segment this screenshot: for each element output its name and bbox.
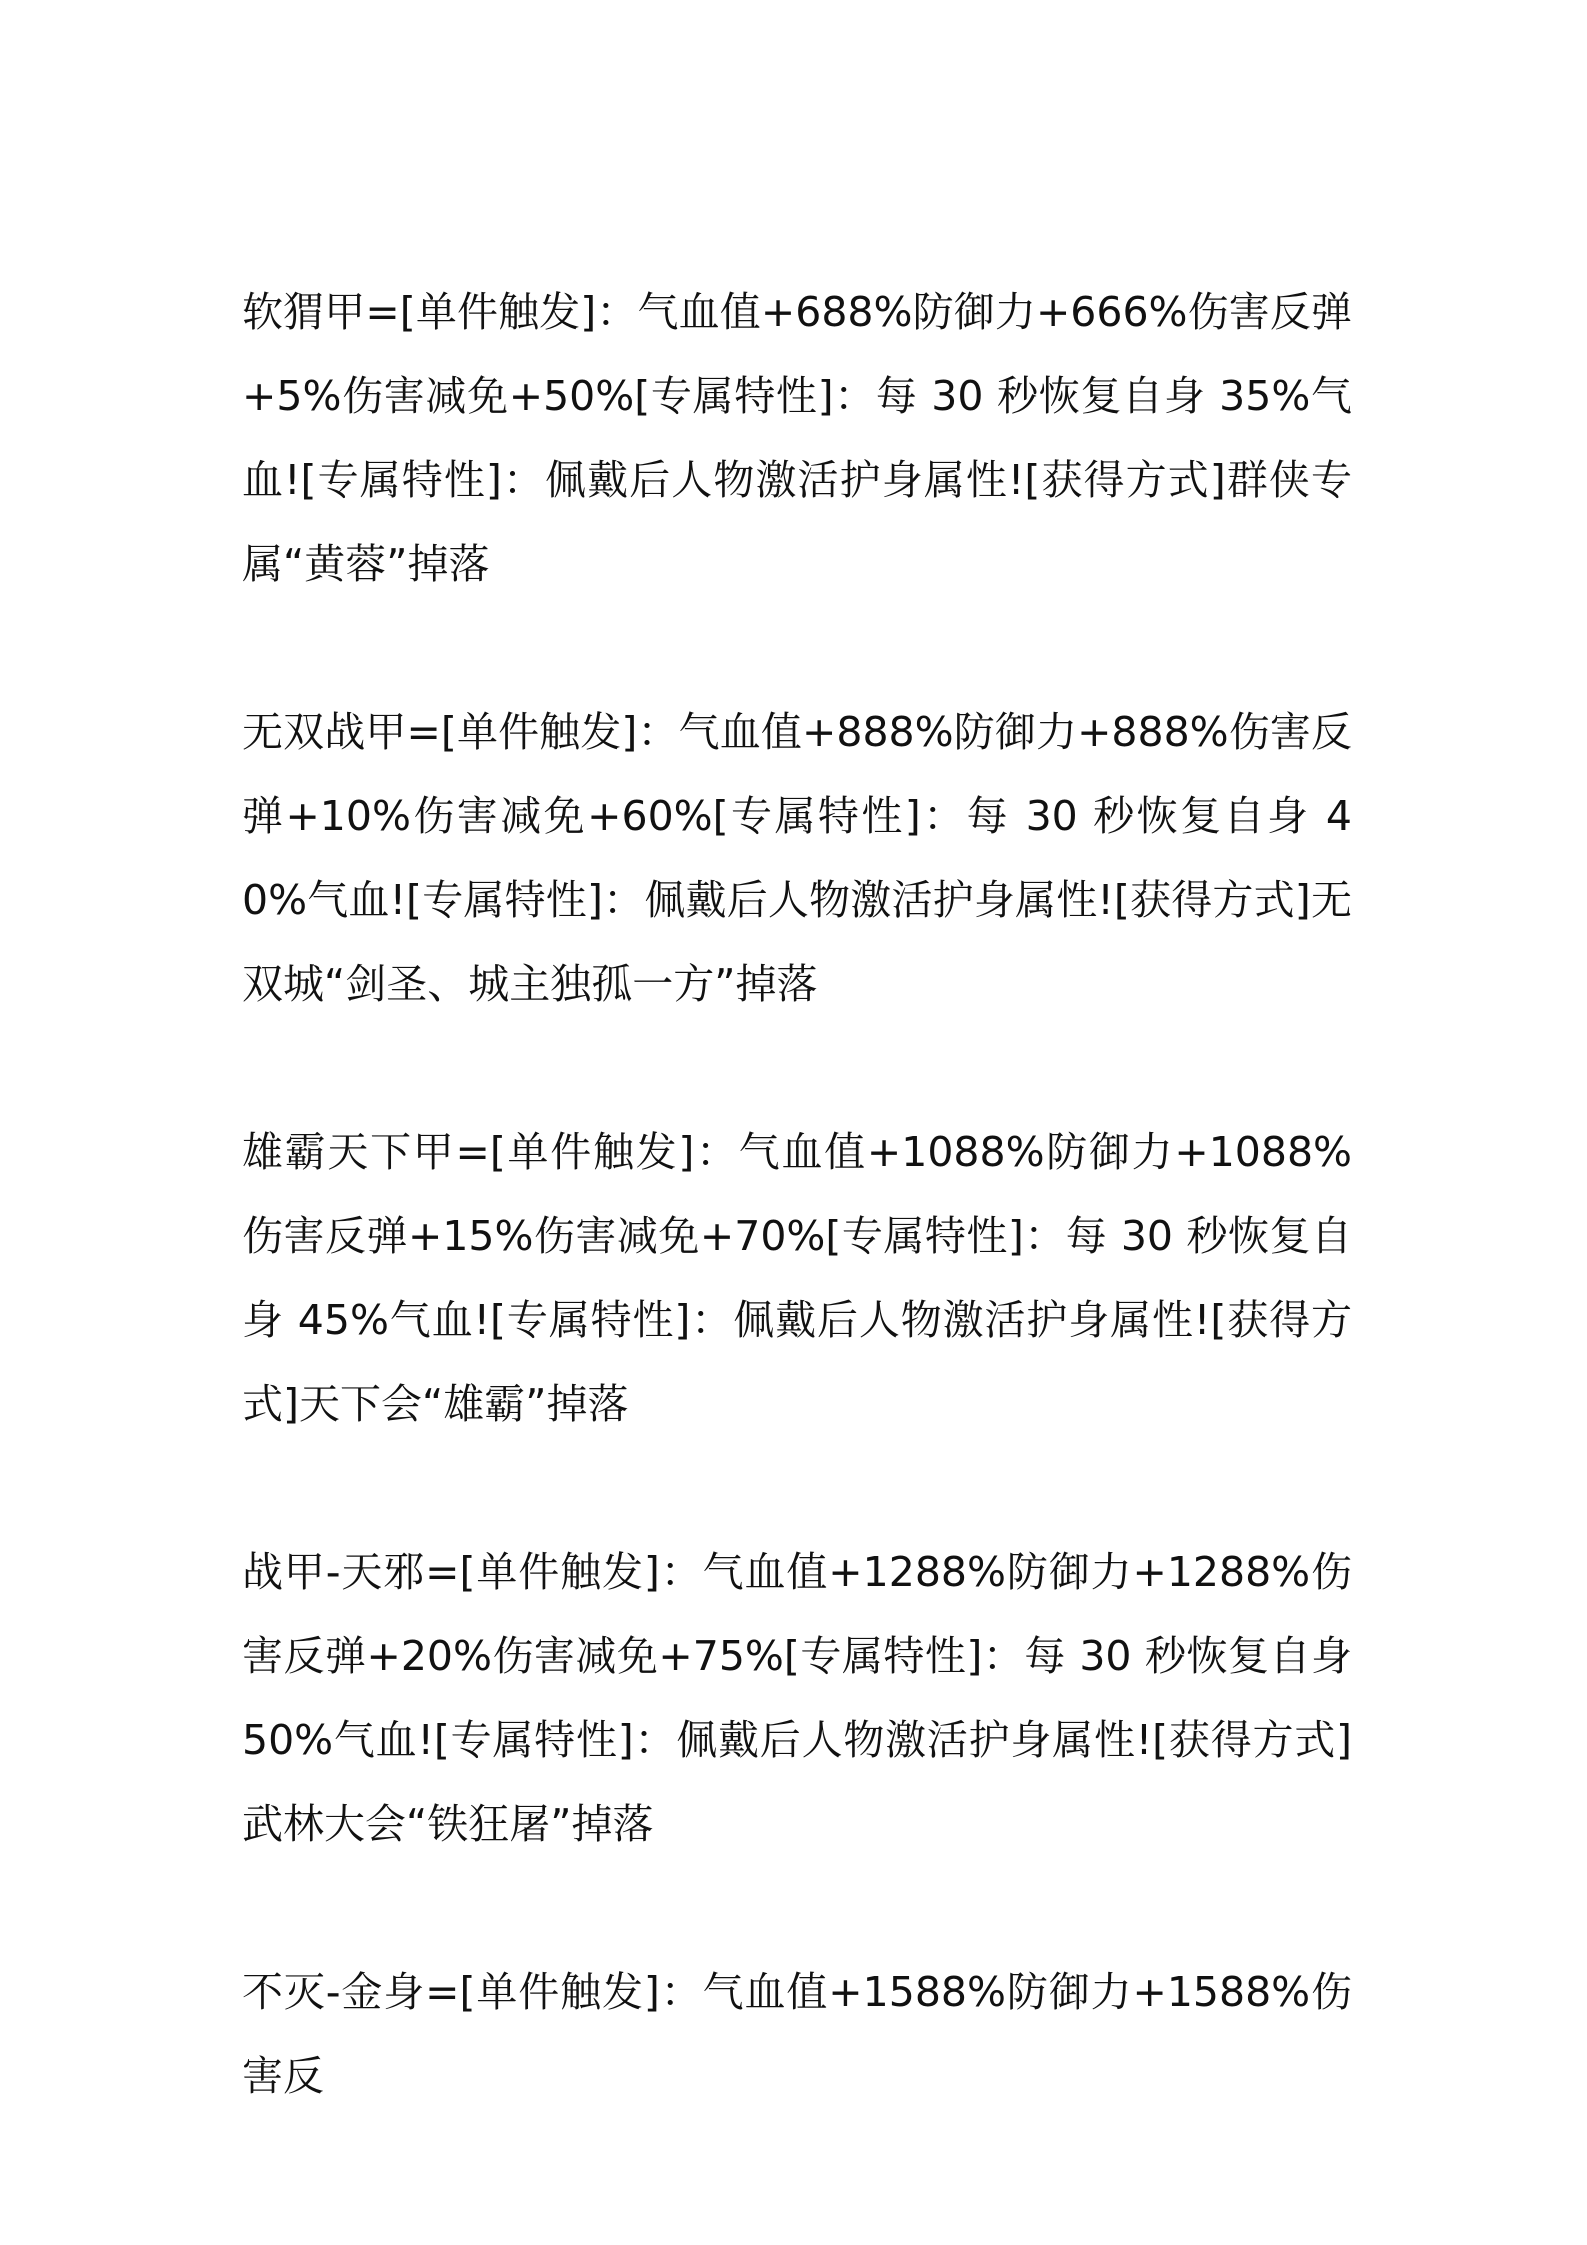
armor-description-paragraph: 战甲-天邪=[单件触发]：气血值+1288%防御力+1288%伤害反弹+20%伤害减免+75%[专属特性]：每 30 秒恢复自身 50%气血![专属特性]：佩戴后人物激活护身属性![获得方式]武林大会“铁狂屠”掉落 <box>242 1548 1352 1848</box>
document-body <box>242 270 1352 2118</box>
armor-description-paragraph: 不灭-金身=[单件触发]：气血值+1588%防御力+1588%伤害反 <box>242 1968 1352 2100</box>
armor-description-paragraph: 软猬甲=[单件触发]：气血值+688%防御力+666%伤害反弹+5%伤害减免+50%[专属特性]：每 30 秒恢复自身 35%气血![专属特性]：佩戴后人物激活护身属性![获得方式]群侠专属“黄蓉”掉落 <box>242 288 1352 588</box>
armor-description-paragraph: 无双战甲=[单件触发]：气血值+888%防御力+888%伤害反弹+10%伤害减免+60%[专属特性]：每 30 秒恢复自身 40%气血![专属特性]：佩戴后人物激活护身属性![获得方式]无双城“剑圣、城主独孤一方”掉落 <box>242 708 1352 1008</box>
armor-description-paragraph: 雄霸天下甲=[单件触发]：气血值+1088%防御力+1088%伤害反弹+15%伤害减免+70%[专属特性]：每 30 秒恢复自身 45%气血![专属特性]：佩戴后人物激活护身属性![获得方式]天下会“雄霸”掉落 <box>242 1128 1352 1428</box>
